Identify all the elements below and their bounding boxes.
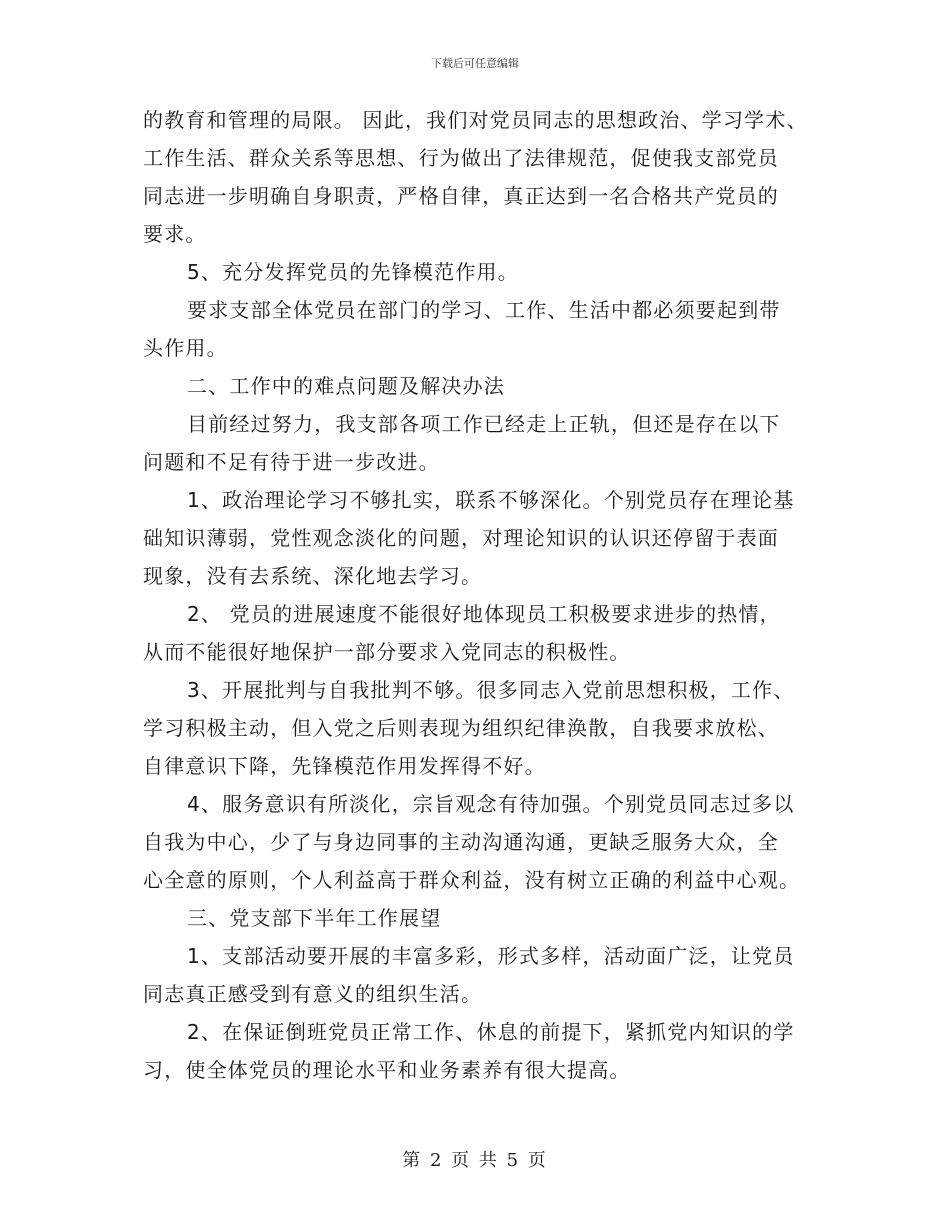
text-line: 自我为中心，少了与身边同事的主动沟通沟通，更缺乏服务大众，全 — [143, 830, 779, 854]
text-line: 习，使全体党员的理论水平和业务素养有很大提高。 — [143, 1058, 631, 1082]
text-line: 同志进一步明确自身职责，严格自律，真正达到一名合格共产党员的 — [143, 184, 779, 208]
section-heading: 二、工作中的难点问题及解决办法 — [187, 374, 505, 398]
text-line: 3、开展批判与自我批判不够。很多同志入党前思想积极，工作、 — [187, 678, 795, 702]
text-line: 要求。 — [143, 222, 207, 246]
text-line: 学习积极主动，但入党之后则表现为组织纪律涣散，自我要求放松、 — [143, 716, 779, 740]
text-line: 1、支部活动要开展的丰富多彩，形式多样，活动面广泛，让党员 — [187, 944, 795, 968]
document-body — [143, 101, 823, 1089]
text-line: 同志真正感受到有意义的组织生活。 — [143, 982, 483, 1006]
text-line: 础知识薄弱，党性观念淡化的问题，对理论知识的认识还停留于表面 — [143, 526, 779, 550]
header-note: 下载后可任意编辑 — [431, 57, 519, 70]
text-line: 2、 党员的进展速度不能很好地体现员工积极要求进步的热情， — [187, 602, 781, 626]
text-line: 1、政治理论学习不够扎实，联系不够深化。个别党员存在理论基 — [187, 488, 795, 512]
text-line: 从而不能很好地保护一部分要求入党同志的积极性。 — [143, 640, 631, 664]
section-heading: 三、党支部下半年工作展望 — [187, 906, 442, 930]
text-line: 头作用。 — [143, 336, 228, 360]
text-line: 自律意识下降，先锋模范作用发挥得不好。 — [143, 754, 546, 778]
text-line: 工作生活、群众关系等思想、行为做出了法律规范，促使我支部党员 — [143, 146, 779, 170]
page-number: 第 2 页 共 5 页 — [402, 1150, 548, 1171]
text-line: 4、服务意识有所淡化，宗旨观念有待加强。个别党员同志过多以 — [187, 792, 795, 816]
text-line: 现象，没有去系统、深化地去学习。 — [143, 564, 483, 588]
text-line: 的教育和管理的局限。 因此，我们对党员同志的思想政治、学习学术、 — [143, 108, 808, 132]
section-item-heading: 5、充分发挥党员的先锋模范作用。 — [187, 260, 519, 284]
text-line: 2、在保证倒班党员正常工作、休息的前提下，紧抓党内知识的学 — [187, 1020, 795, 1044]
text-line: 目前经过努力，我支部各项工作已经走上正轨，但还是存在以下 — [187, 412, 781, 436]
text-line: 心全意的原则，个人利益高于群众利益，没有树立正确的利益中心观。 — [143, 868, 801, 892]
text-line: 要求支部全体党员在部门的学习、工作、生活中都必须要起到带 — [187, 298, 781, 322]
text-line: 问题和不足有待于进一步改进。 — [143, 450, 440, 474]
